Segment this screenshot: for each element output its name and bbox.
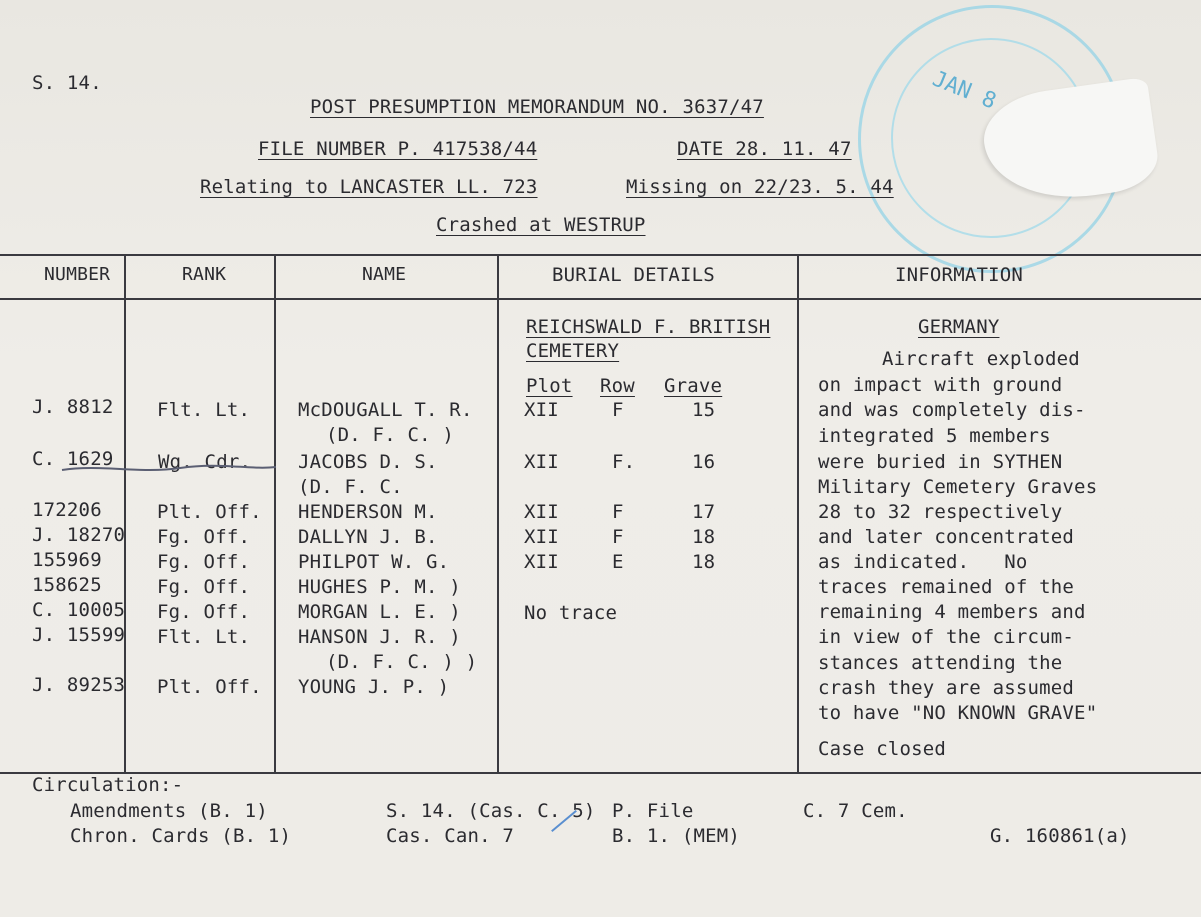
decoration: (D. F. C. ) [326,424,455,446]
service-number: C. 1629 [32,448,114,470]
cemetery-name: REICHSWALD F. BRITISH [526,316,771,338]
grave: 18 [692,526,716,548]
circulation-cas-can: Cas. Can. 7 [386,825,515,847]
rank: Fg. Off. [157,601,251,623]
plot-header: Plot [526,375,573,397]
airman-name: PHILPOT W. G. [298,551,450,573]
airman-name: DALLYN J. B. [298,526,438,548]
service-number: 172206 [32,499,102,521]
row: F [612,501,624,523]
document-reference: S. 14. [32,72,102,94]
rank: Flt. Lt. [157,399,251,421]
plot: XII [524,399,559,421]
decoration: (D. F. C. ) ) [326,651,478,673]
stamp-date: JAN 8 [928,66,1000,115]
info-line: in view of the circum- [818,626,1075,648]
info-line: traces remained of the [818,576,1075,598]
file-number: FILE NUMBER P. 417538/44 [258,138,538,160]
info-line: Military Cemetery Graves [818,476,1098,498]
row: F [612,399,624,421]
circulation-amendments: Amendments (B. 1) [70,800,268,822]
header-rank: RANK [182,264,227,285]
service-number: 155969 [32,549,102,571]
row: F [612,526,624,548]
strike-through-line [60,458,280,478]
row: E [612,551,624,573]
service-number: J. 8812 [32,396,114,418]
airman-name: HENDERSON M. [298,501,438,523]
circulation-label: Circulation:- [32,774,184,796]
airman-name: JACOBS D. S. [298,451,438,473]
rank: Fg. Off. [157,576,251,598]
plot: XII [524,451,559,473]
circulation-p-file: P. File [612,800,694,822]
grave-header: Grave [664,375,723,397]
info-line: crash they are assumed [818,677,1075,699]
info-line: Aircraft exploded [882,348,1080,370]
service-number: C. 10005 [32,599,126,621]
service-number: J. 89253 [32,674,126,696]
airman-name: YOUNG J. P. ) [298,676,450,698]
info-line: 28 to 32 respectively [818,501,1063,523]
grave: 15 [692,399,716,421]
rank: Fg. Off. [157,551,251,573]
info-line: integrated 5 members [818,425,1051,447]
rank: Plt. Off. [157,501,262,523]
plot: XII [524,551,559,573]
rank: Fg. Off. [157,526,251,548]
circulation-c7: C. 7 Cem. [803,800,908,822]
table-top-rule [0,254,1201,256]
memo-date: DATE 28. 11. 47 [677,138,852,160]
plot: XII [524,501,559,523]
header-number: NUMBER [44,264,111,285]
column-divider [274,254,276,774]
plot: XII [524,526,559,548]
form-reference: G. 160861(a) [990,825,1130,847]
grave: 17 [692,501,716,523]
table-header-rule [0,298,1201,300]
grave: 18 [692,551,716,573]
circulation-chron-cards: Chron. Cards (B. 1) [70,825,292,847]
header-information: INFORMATION [895,264,1024,286]
crash-location: Crashed at WESTRUP [436,214,646,236]
info-country: GERMANY [918,316,1000,338]
info-line: and later concentrated [818,526,1075,548]
info-line: on impact with ground [818,374,1063,396]
circulation-b1: B. 1. (MEM) [612,825,741,847]
row: F. [612,451,636,473]
airman-name: McDOUGALL T. R. [298,399,473,421]
case-status: Case closed [818,738,947,760]
circulation-s14: S. 14. (Cas. C. 5) [386,800,596,822]
service-number: J. 15599 [32,624,126,646]
cemetery-name-cont: CEMETERY [526,340,620,362]
info-line: and was completely dis- [818,399,1086,421]
service-number: 158625 [32,574,102,596]
rank: Flt. Lt. [157,626,251,648]
column-divider [497,254,499,774]
aircraft-reference: Relating to LANCASTER LL. 723 [200,176,538,198]
info-line: stances attending the [818,652,1063,674]
missing-date: Missing on 22/23. 5. 44 [626,176,894,198]
column-divider [124,254,126,774]
airman-name: HANSON J. R. ) [298,626,461,648]
airman-name: HUGHES P. M. ) [298,576,461,598]
info-line: remaining 4 members and [818,601,1086,623]
rank: Plt. Off. [157,676,262,698]
info-line: were buried in SYTHEN [818,451,1063,473]
memorandum-title: POST PRESUMPTION MEMORANDUM NO. 3637/47 [310,96,764,118]
no-trace-note: No trace [524,602,618,624]
airman-name: MORGAN L. E. ) [298,601,461,623]
decoration: (D. F. C. [298,476,403,498]
header-name: NAME [362,264,407,285]
info-line: as indicated. No [818,551,1028,573]
info-line: to have "NO KNOWN GRAVE" [818,702,1098,724]
rank: Wg. Cdr. [158,451,252,473]
column-divider [797,254,799,774]
row-header: Row [600,375,635,397]
service-number: J. 18270 [32,524,126,546]
header-burial-details: BURIAL DETAILS [552,264,715,286]
grave: 16 [692,451,716,473]
